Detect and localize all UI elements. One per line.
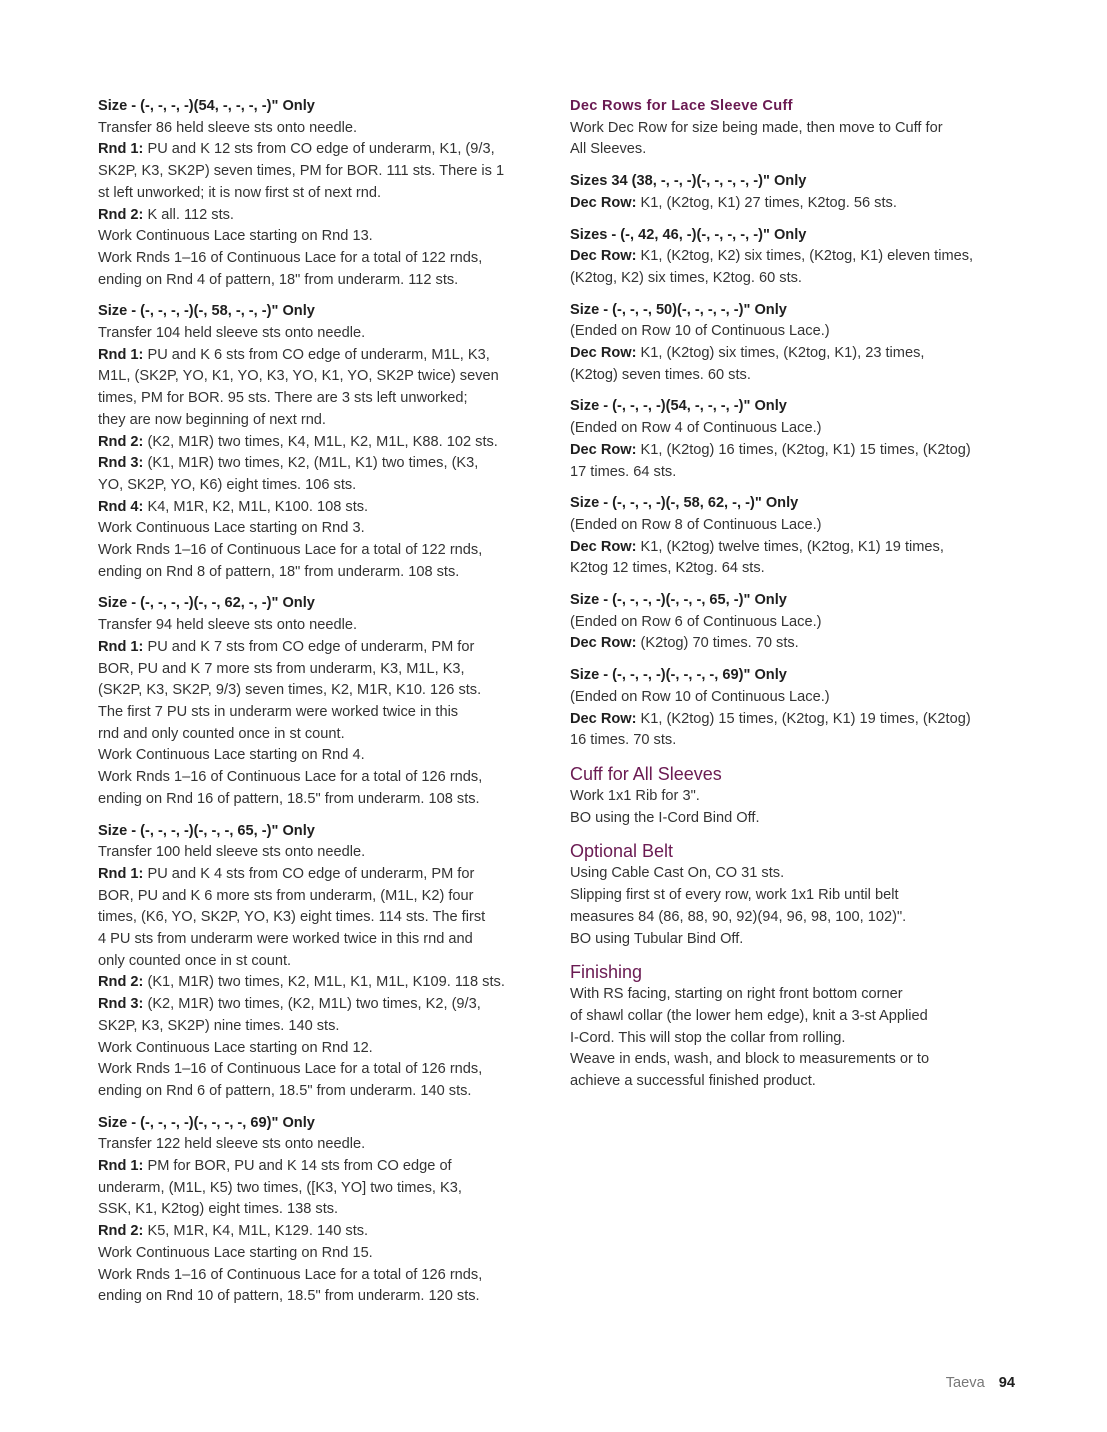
size-block (98, 96, 534, 291)
instruction-line (98, 139, 534, 161)
dec-row-label: Dec Row: (570, 538, 637, 555)
instruction-line (98, 345, 534, 367)
instruction-line (98, 432, 534, 454)
instruction-line: Work Continuous Lace starting on Rnd 4. (98, 747, 365, 764)
dec-row-block (570, 493, 1015, 580)
instruction-text: PU and K 7 sts from CO edge of underarm, PM for (143, 638, 475, 655)
round-label: Rnd 2: (98, 206, 144, 223)
round-label: Rnd 2: (98, 974, 144, 991)
belt-section (570, 839, 1015, 950)
instruction-line: ending on Rnd 16 of pattern, 18.5" from underarm. 108 sts. (98, 790, 480, 807)
instruction-line: I-Cord. This will stop the collar from rolling. (570, 1029, 846, 1046)
instruction-text: PU and K 6 sts from CO edge of underarm, M1L, K3, (143, 346, 490, 363)
dec-rows-intro (570, 96, 1015, 161)
instruction-line: Work Rnds 1–16 of Continuous Lace for a total of 126 rnds, (98, 1061, 483, 1078)
instruction-line: Work Dec Row for size being made, then move to Cuff for (570, 119, 943, 136)
instruction-line (570, 343, 1015, 365)
cuff-section (570, 762, 1015, 829)
instruction-line (98, 864, 534, 886)
instruction-text: K1, (K2tog, K2) six times, (K2tog, K1) eleven times, (636, 248, 974, 265)
size-block (98, 1113, 534, 1308)
instruction-line: 16 times. 70 sts. (570, 732, 677, 749)
instruction-line: Transfer 86 held sleeve sts onto needle. (98, 119, 358, 136)
round-label: Rnd 1: (98, 141, 144, 158)
instruction-text: (K2tog) 70 times. 70 sts. (636, 635, 799, 652)
instruction-line: Transfer 122 held sleeve sts onto needle. (98, 1136, 366, 1153)
instruction-line: BOR, PU and K 6 more sts from underarm, (M1L, K2) four (98, 887, 474, 904)
instruction-line: ending on Rnd 6 of pattern, 18.5" from underarm. 140 sts. (98, 1082, 472, 1099)
size-heading: Size - (-, -, -, -)(-, -, -, -, 69)" Only (570, 667, 787, 684)
round-label: Rnd 1: (98, 1158, 144, 1175)
instruction-line: Work Continuous Lace starting on Rnd 12. (98, 1039, 373, 1056)
instruction-text: K all. 112 sts. (143, 206, 234, 223)
instruction-line (98, 497, 534, 519)
instruction-line: M1L, (SK2P, YO, K1, YO, K3, YO, K1, YO, SK2P twice) seven (98, 368, 499, 385)
instruction-line (98, 1156, 534, 1178)
instruction-line (570, 709, 1015, 731)
instruction-line: achieve a successful finished product. (570, 1073, 816, 1090)
instruction-text: (K2, M1R) two times, (K2, M1L) two times, K2, (9/3, (143, 996, 481, 1013)
instruction-line: All Sleeves. (570, 141, 647, 158)
round-label: Rnd 4: (98, 498, 144, 515)
instruction-line: Work Continuous Lace starting on Rnd 15. (98, 1244, 373, 1261)
left-column (98, 96, 534, 1318)
instruction-line (98, 637, 534, 659)
instruction-line: ending on Rnd 4 of pattern, 18" from underarm. 112 sts. (98, 271, 459, 288)
instruction-line: (SK2P, K3, SK2P, 9/3) seven times, K2, M1R, K10. 126 sts. (98, 682, 482, 699)
instruction-text: K5, M1R, K4, M1L, K129. 140 sts. (143, 1223, 369, 1240)
instruction-line: Work Rnds 1–16 of Continuous Lace for a total of 126 rnds, (98, 1266, 483, 1283)
instruction-line: Weave in ends, wash, and block to measurements or to (570, 1051, 930, 1068)
instruction-line: times, (K6, YO, SK2P, YO, K3) eight times. 114 sts. The first (98, 909, 486, 926)
instruction-line: they are now beginning of next rnd. (98, 411, 326, 428)
instruction-line: BO using Tubular Bind Off. (570, 930, 744, 947)
instruction-line (98, 1221, 534, 1243)
instruction-line: BO using the I-Cord Bind Off. (570, 809, 760, 826)
size-heading: Size - (-, -, -, -)(-, -, -, -, 69)" Only (98, 1114, 315, 1131)
dec-row-label: Dec Row: (570, 345, 637, 362)
size-block (98, 821, 534, 1103)
instruction-line: st left unworked; it is now first st of next rnd. (98, 184, 382, 201)
size-block (98, 301, 534, 583)
dec-row-label: Dec Row: (570, 635, 637, 652)
instruction-text: PU and K 4 sts from CO edge of underarm, PM for (143, 865, 475, 882)
instruction-text: K1, (K2tog) six times, (K2tog, K1), 23 times, (636, 345, 925, 362)
round-label: Rnd 3: (98, 455, 144, 472)
dec-row-label: Dec Row: (570, 248, 637, 265)
instruction-line: SSK, K1, K2tog) eight times. 138 sts. (98, 1201, 339, 1218)
dec-row-label: Dec Row: (570, 194, 637, 211)
instruction-text: K1, (K2tog) 15 times, (K2tog, K1) 19 times, (K2tog) (636, 710, 971, 727)
cuff-heading: Cuff for All Sleeves (570, 763, 722, 784)
instruction-line (570, 537, 1015, 559)
instruction-line: (Ended on Row 6 of Continuous Lace.) (570, 613, 822, 630)
round-label: Rnd 1: (98, 346, 144, 363)
instruction-line: (Ended on Row 8 of Continuous Lace.) (570, 516, 822, 533)
instruction-line (570, 246, 1015, 268)
instruction-line: K2tog 12 times, K2tog. 64 sts. (570, 560, 765, 577)
size-heading: Sizes 34 (38, -, -, -)(-, -, -, -, -)" Only (570, 173, 807, 190)
instruction-line: Work Continuous Lace starting on Rnd 13. (98, 228, 373, 245)
right-column (570, 96, 1015, 1103)
instruction-text: (K2, M1R) two times, K4, M1L, K2, M1L, K88. 102 sts. (143, 433, 498, 450)
instruction-line: SK2P, K3, SK2P) nine times. 140 sts. (98, 1017, 340, 1034)
dec-row-block (570, 590, 1015, 655)
instruction-line: The first 7 PU sts in underarm were worked twice in this (98, 703, 459, 720)
instruction-text: K1, (K2tog) 16 times, (K2tog, K1) 15 times, (K2tog) (636, 441, 971, 458)
instruction-line: measures 84 (86, 88, 90, 92)(94, 96, 98, 100, 102)". (570, 908, 907, 925)
instruction-line: Transfer 94 held sleeve sts onto needle. (98, 617, 358, 634)
instruction-line: only counted once in st count. (98, 952, 292, 969)
instruction-line (98, 972, 534, 994)
round-label: Rnd 2: (98, 433, 144, 450)
dec-row-block (570, 225, 1015, 290)
size-heading: Size - (-, -, -, -)(-, -, -, 65, -)" Only (98, 822, 315, 839)
instruction-line (98, 205, 534, 227)
instruction-line: Slipping first st of every row, work 1x1 Rib until belt (570, 887, 899, 904)
instruction-line: (Ended on Row 4 of Continuous Lace.) (570, 420, 822, 437)
instruction-line: of shawl collar (the lower hem edge), knit a 3-st Applied (570, 1007, 928, 1024)
instruction-line: Transfer 104 held sleeve sts onto needle. (98, 325, 366, 342)
instruction-line: 4 PU sts from underarm were worked twice in this rnd and (98, 931, 473, 948)
instruction-text: K4, M1R, K2, M1L, K100. 108 sts. (143, 498, 369, 515)
belt-heading: Optional Belt (570, 841, 674, 862)
instruction-line: (K2tog, K2) six times, K2tog. 60 sts. (570, 269, 802, 286)
size-heading: Size - (-, -, -, -)(-, 58, 62, -, -)" Only (570, 495, 799, 512)
instruction-line: With RS facing, starting on right front bottom corner (570, 986, 903, 1003)
round-label: Rnd 3: (98, 996, 144, 1013)
dec-row-block (570, 396, 1015, 483)
instruction-text: (K1, M1R) two times, K2, M1L, K1, M1L, K109. 118 sts. (143, 974, 505, 991)
dec-row-block (570, 300, 1015, 387)
instruction-line: SK2P, K3, SK2P) seven times, PM for BOR. 111 sts. There is 1 (98, 163, 505, 180)
instruction-line: Work Rnds 1–16 of Continuous Lace for a total of 122 rnds, (98, 249, 483, 266)
round-label: Rnd 2: (98, 1223, 144, 1240)
size-heading: Size - (-, -, -, -)(-, -, 62, -, -)" Only (98, 595, 315, 612)
instruction-text: K1, (K2tog, K1) 27 times, K2tog. 56 sts. (636, 194, 897, 211)
instruction-line: Work 1x1 Rib for 3". (570, 787, 700, 804)
page-number: 94 (998, 1375, 1015, 1391)
instruction-line: (K2tog) seven times. 60 sts. (570, 366, 751, 383)
instruction-line: Work Continuous Lace starting on Rnd 3. (98, 520, 365, 537)
instruction-line: Using Cable Cast On, CO 31 sts. (570, 865, 785, 882)
instruction-line: Work Rnds 1–16 of Continuous Lace for a total of 122 rnds, (98, 542, 483, 559)
page-footer (946, 1373, 1015, 1395)
instruction-text: (K1, M1R) two times, K2, (M1L, K1) two times, (K3, (143, 455, 479, 472)
instruction-line (570, 193, 1015, 215)
instruction-line: YO, SK2P, YO, K6) eight times. 106 sts. (98, 476, 357, 493)
instruction-line (570, 633, 1015, 655)
instruction-line: (Ended on Row 10 of Continuous Lace.) (570, 323, 830, 340)
instruction-line: ending on Rnd 10 of pattern, 18.5" from underarm. 120 sts. (98, 1288, 480, 1305)
size-heading: Size - (-, -, -, -)(-, -, -, 65, -)" Only (570, 592, 787, 609)
round-label: Rnd 1: (98, 638, 144, 655)
instruction-line: underarm, (M1L, K5) two times, ([K3, YO] two times, K3, (98, 1179, 462, 1196)
finishing-heading: Finishing (570, 962, 643, 983)
round-label: Rnd 1: (98, 865, 144, 882)
instruction-line: 17 times. 64 sts. (570, 463, 677, 480)
instruction-line (98, 994, 534, 1016)
instruction-line: (Ended on Row 10 of Continuous Lace.) (570, 688, 830, 705)
dec-row-label: Dec Row: (570, 441, 637, 458)
instruction-line (570, 440, 1015, 462)
size-heading: Size - (-, -, -, 50)(-, -, -, -, -)" Only (570, 301, 787, 318)
instruction-line: ending on Rnd 8 of pattern, 18" from underarm. 108 sts. (98, 563, 460, 580)
size-heading: Size - (-, -, -, -)(54, -, -, -, -)" Only (98, 98, 315, 114)
dec-row-label: Dec Row: (570, 710, 637, 727)
instruction-text: PM for BOR, PU and K 14 sts from CO edge of (143, 1158, 452, 1175)
instruction-text: K1, (K2tog) twelve times, (K2tog, K1) 19 times, (636, 538, 944, 555)
instruction-line: times, PM for BOR. 95 sts. There are 3 sts left unworked; (98, 390, 468, 407)
finishing-section (570, 960, 1015, 1093)
size-block (98, 593, 534, 810)
instruction-line: Transfer 100 held sleeve sts onto needle. (98, 844, 366, 861)
size-heading: Size - (-, -, -, -)(-, 58, -, -, -)" Only (98, 303, 315, 320)
instruction-line (98, 453, 534, 475)
instruction-text: PU and K 12 sts from CO edge of underarm, K1, (9/3, (143, 141, 495, 158)
size-heading: Size - (-, -, -, -)(54, -, -, -, -)" Only (570, 398, 787, 415)
instruction-line: BOR, PU and K 7 more sts from underarm, K3, M1L, K3, (98, 660, 465, 677)
size-heading: Sizes - (-, 42, 46, -)(-, -, -, -, -)" Only (570, 226, 807, 243)
dec-rows-heading: Dec Rows for Lace Sleeve Cuff (570, 98, 793, 114)
pattern-name: Taeva (945, 1375, 985, 1391)
instruction-line: Work Rnds 1–16 of Continuous Lace for a total of 126 rnds, (98, 769, 483, 786)
instruction-line: rnd and only counted once in st count. (98, 725, 345, 742)
dec-row-block (570, 171, 1015, 214)
dec-row-block (570, 665, 1015, 752)
